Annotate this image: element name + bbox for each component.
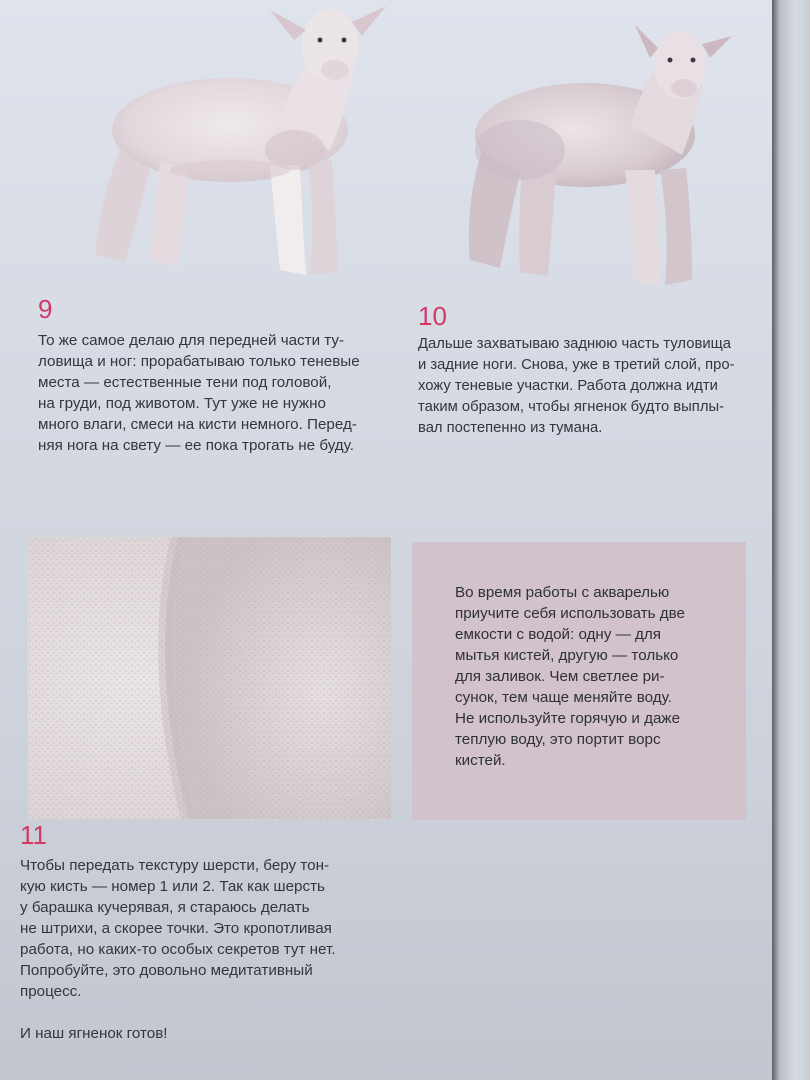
page-edge [772,0,810,1080]
tip-text: Во время работы с акварелью приучите себя использовать две емкости с водой: одну — для мытья кистей, другую — только для заливок. Чем светлее ри- сунок, тем чаще меняйте воду. Не используйте горячую и даже теплую воду, это портит ворс кистей. [455,584,686,769]
step-11-text: Чтобы передать текстуру шерсти, беру тон- кую кисть — номер 1 или 2. Так как шерсть у барашка кучерявая, я стараюсь делать не штрихи, а скорее точки. Это кропотливая работа, но каких-то особых секретов тут нет. Попробуйте, это довольно медитативный процесс. И наш ягненок готов! [20,857,336,1042]
wool-texture-closeup [28,537,391,819]
tip-box [412,542,746,820]
step-number-9: 9 [38,294,53,324]
lamb-illustration-step-10 [460,10,750,300]
step-number-11: 11 [20,820,47,850]
step-9-text: То же самое делаю для передней части ту- ловища и ног: прорабатываю только теневые места — естественные тени под головой, на груди, под животом. Тут уже не нужно много влаги, смеси на кисти немного. Перед- няя нога на свету — ее пока трогать не буду. [38,332,360,454]
lamb-illustration-step-9 [80,0,400,290]
step-10-text: Дальше захватываю заднюю часть туловища и задние ноги. Снова, уже в третий слой, про- хожу теневые участки. Работа должна идти таким образом, чтобы ягненок будто выплы- вал постепенно из тумана. [418,336,735,436]
step-number-10: 10 [418,301,447,331]
